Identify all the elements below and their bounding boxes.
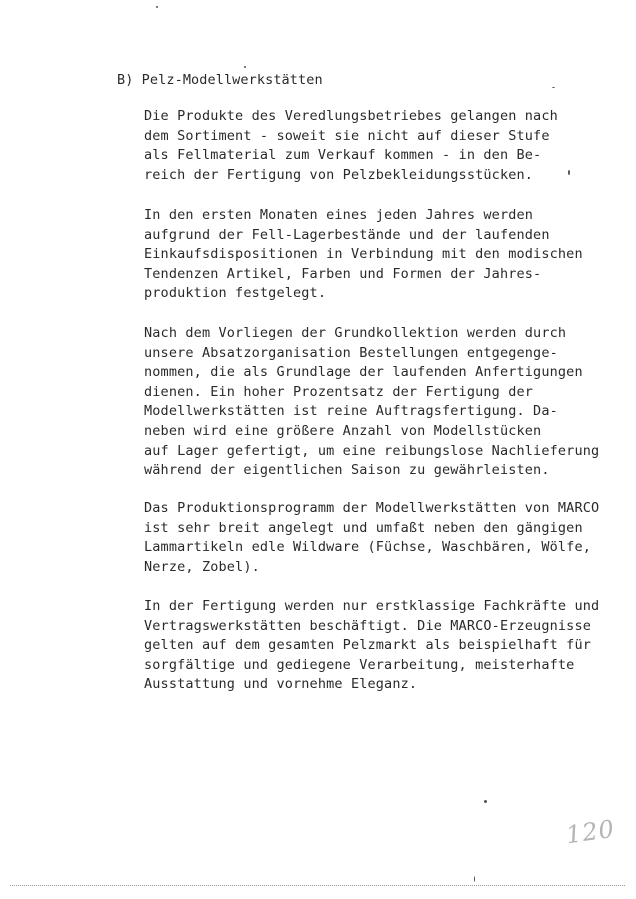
text-line: In den ersten Monaten eines jeden Jahres werden (144, 207, 534, 223)
text-line: produktion festgelegt. (144, 285, 327, 302)
paragraph (144, 597, 614, 695)
text-line: nommen, die als Grundlage der laufenden Anfertigungen (144, 364, 583, 381)
scan-speck (474, 876, 475, 882)
scan-speck (568, 170, 570, 175)
paragraph (144, 324, 614, 481)
scan-speck (244, 66, 246, 68)
text-line: ist sehr breit angelegt und umfaßt neben den gängigen (144, 519, 583, 536)
text-line: Vertragswerkstätten beschäftigt. Die MARCO-Erzeugnisse (144, 617, 591, 634)
text-line: auf Lager gefertigt, um eine reibungslose Nachlieferung (144, 442, 600, 459)
text-line: unsere Absatzorganisation Bestellungen entgegenge- (144, 344, 558, 361)
text-line: als Fellmaterial zum Verkauf kommen - in den Be- (144, 147, 542, 164)
paragraph (144, 206, 614, 304)
text-line: aufgrund der Fell-Lagerbestände und der laufenden (144, 226, 550, 243)
paragraph (144, 499, 614, 577)
text-line: gelten auf dem gesamten Pelzmarkt als beispielhaft für (144, 637, 591, 654)
scan-edge-line (10, 885, 625, 886)
text-line: neben wird eine größere Anzahl von Modellstücken (144, 422, 542, 439)
text-line: reich der Fertigung von Pelzbekleidungsstücken. (144, 166, 534, 183)
paragraph (144, 107, 614, 185)
scan-speck (484, 800, 487, 803)
text-line: Modellwerkstätten ist reine Auftragsfertigung. Da- (144, 403, 558, 420)
text-line: dem Sortiment - soweit sie nicht auf dieser Stufe (144, 127, 550, 144)
text-line: Nerze, Zobel). (144, 558, 260, 575)
text-line: Tendenzen Artikel, Farben und Formen der Jahres- (144, 265, 542, 282)
text-line: Ausstattung und vornehme Eleganz. (144, 676, 418, 693)
text-line: In der Fertigung werden nur erstklassige Fachkräfte und (144, 598, 600, 614)
text-line: Nach dem Vorliegen der Grundkollektion werden durch (144, 325, 567, 341)
text-line: Das Produktionsprogramm der Modellwerkstätten von MARCO (144, 500, 600, 516)
handwritten-page-number: 120 (564, 814, 617, 850)
text-line: Einkaufsdispositionen in Verbindung mit den modischen (144, 246, 583, 263)
text-line: Die Produkte des Veredlungsbetriebes gelangen nach (144, 108, 558, 124)
text-line: während der eigentlichen Saison zu gewährleisten. (144, 462, 550, 479)
text-line: Lammartikeln edle Wildware (Füchse, Waschbären, Wölfe, (144, 539, 591, 556)
text-line: dienen. Ein hoher Prozentsatz der Fertigung der (144, 383, 534, 400)
scan-speck (552, 87, 555, 88)
section-heading: B) Pelz-Modellwerkstätten (117, 72, 323, 88)
text-line: sorgfältige und gediegene Verarbeitung, meisterhafte (144, 656, 575, 673)
scan-speck (156, 6, 158, 8)
